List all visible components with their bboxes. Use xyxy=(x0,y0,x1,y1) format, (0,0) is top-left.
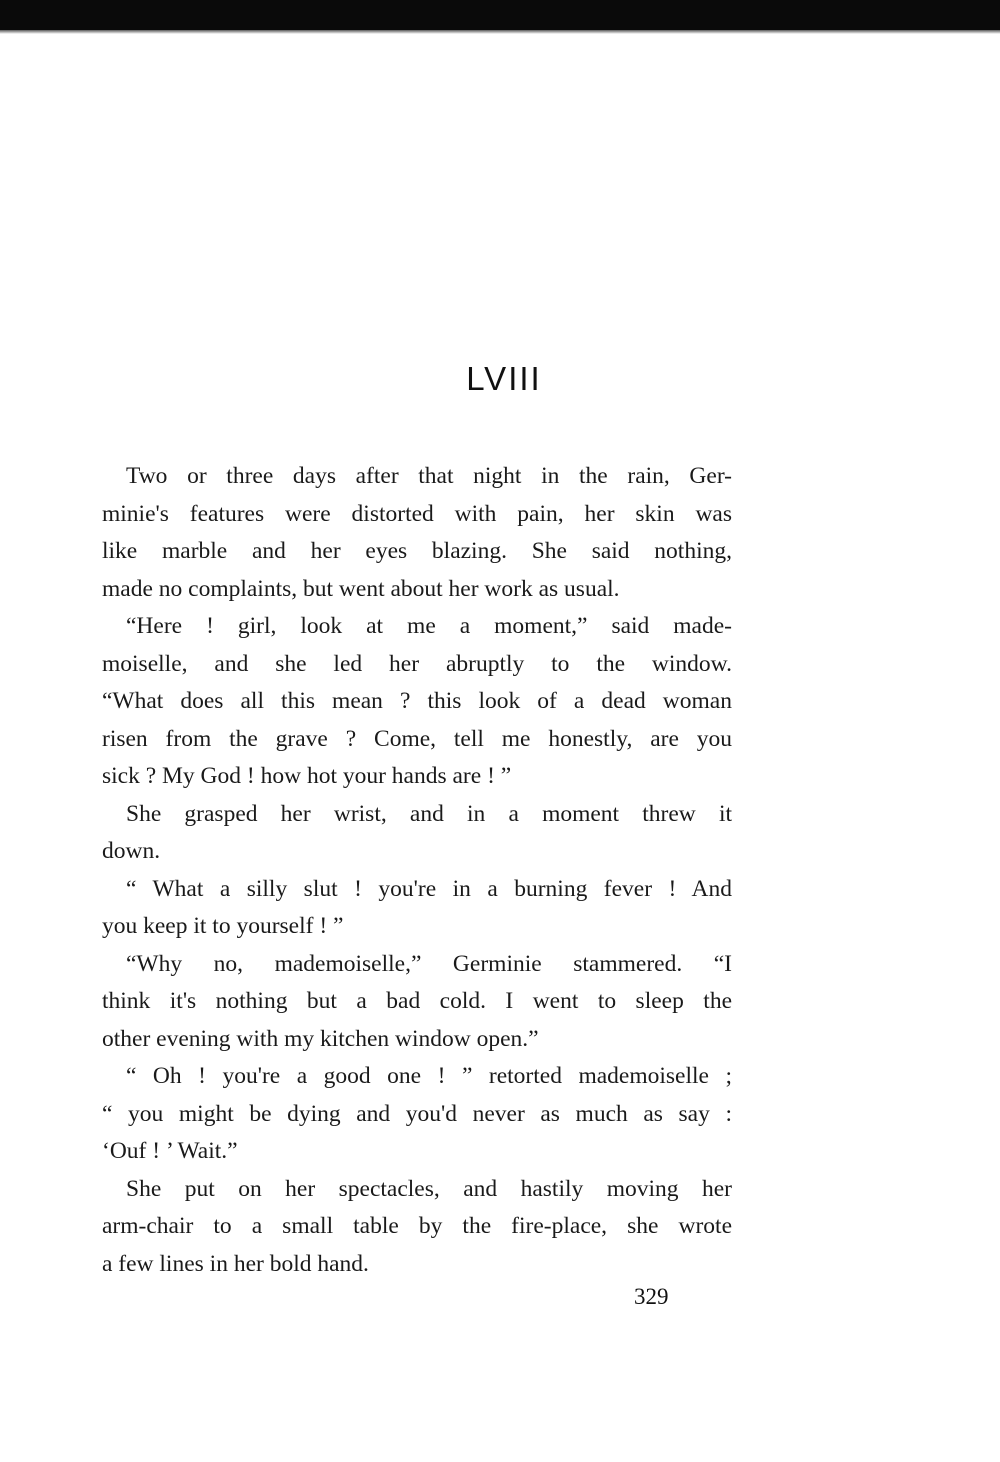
text-line: ‘Ouf ! ’ Wait.” xyxy=(102,1138,238,1164)
text-line: other evening with my kitchen window open.” xyxy=(102,1025,539,1052)
text-line: “ What a silly slut ! you're in a burning fever ! And xyxy=(126,875,732,902)
body-text xyxy=(102,458,732,1283)
page-number: 329 xyxy=(634,1284,669,1309)
text-line: made no complaints, but went about her work as usual. xyxy=(102,575,620,602)
text-line: “ Oh ! you're a good one ! ” retorted mademoiselle ; xyxy=(126,1063,732,1089)
scan-top-edge xyxy=(0,0,1000,30)
text-line: Two or three days after that night in the rain, Ger- xyxy=(126,463,732,489)
text-line: arm-chair to a small table by the fire-place, she wrote xyxy=(102,1213,732,1239)
text-line: She grasped her wrist, and in a moment threw it xyxy=(126,800,732,827)
text-line: a few lines in her bold hand. xyxy=(102,1250,369,1277)
text-line: risen from the grave ? Come, tell me honestly, are you xyxy=(102,725,732,752)
text-line: “What does all this mean ? this look of a dead woman xyxy=(102,688,732,714)
text-line: think it's nothing but a bad cold. I went to sleep the xyxy=(102,988,732,1014)
text-line: “ you might be dying and you'd never as much as say : xyxy=(102,1100,732,1127)
text-line: you keep it to yourself ! ” xyxy=(102,913,344,939)
text-line: like marble and her eyes blazing. She said nothing, xyxy=(102,538,732,564)
text-line: She put on her spectacles, and hastily moving her xyxy=(126,1175,732,1202)
text-line: moiselle, and she led her abruptly to the window. xyxy=(102,650,732,677)
text-line: “Why no, mademoiselle,” Germinie stammered. “I xyxy=(126,950,732,977)
chapter-heading: LVIII xyxy=(466,360,542,397)
text-line: minie's features were distorted with pain, her skin was xyxy=(102,500,732,527)
text-line: “Here ! girl, look at me a moment,” said made- xyxy=(126,613,732,639)
text-line: sick ? My God ! how hot your hands are ! ” xyxy=(102,763,512,789)
text-line: down. xyxy=(102,838,161,864)
